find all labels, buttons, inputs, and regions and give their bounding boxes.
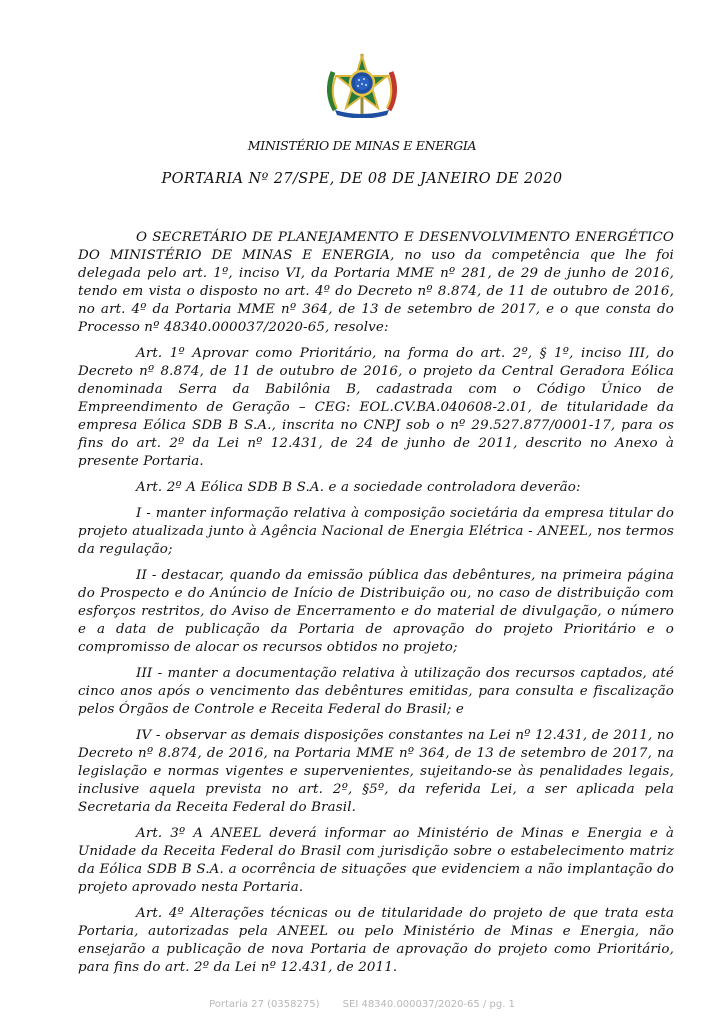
article-2-item-2: II - destacar, quando da emissão pública das debêntures, na primeira página do Prospecto e do Anúncio de Início de Distribuição ou, no caso de distribuição com esforços restritos, do Aviso de Encerramento e do material de divulgação, o número e a data de publicação da Portaria de aprovação do projeto Prioritário e o compromisso de alocar os recursos obtidos no projeto; — [78, 568, 674, 655]
article-4-paragraph: Art. 4º Alterações técnicas ou de titularidade do projeto de que trata esta Portaria, autorizadas pela ANEEL ou pelo Ministério de Minas e Energia, não ensejarão a publicação de nova Portaria de aprovação do projeto como Prioritário, para fins do art. 2º da Lei nº 12.431, de 2011. — [78, 906, 674, 975]
preamble-paragraph: O SECRETÁRIO DE PLANEJAMENTO E DESENVOLVIMENTO ENERGÉTICO DO MINISTÉRIO DE MINAS E ENERGIA, no uso da competência que lhe foi delegada pelo art. 1º, inciso VI, da Portaria MME nº 281, de 29 de junho de 2016, tendo em vista o disposto no art. 4º do Decreto nº 8.874, de 11 de outubro de 2016, no art. 4º da Portaria MME nº 364, de 13 de setembro de 2017, e o que consta do Processo nº 48340.000037/2020-65, resolve: — [78, 230, 674, 335]
footer-document-reference: Portaria 27 (0358275) — [209, 999, 320, 1010]
article-2-item-3: III - manter a documentação relativa à utilização dos recursos captados, até cinco anos após o vencimento das debêntures emitidas, para consulta e fiscalização pelos Órgãos de Controle e Receita Federal do Brasil; e — [78, 666, 674, 717]
document-body — [78, 229, 674, 985]
article-2-paragraph: Art. 2º A Eólica SDB B S.A. e a sociedade controladora deverão: — [136, 480, 581, 495]
article-2-item-4: IV - observar as demais disposições constantes na Lei nº 12.431, de 2011, no Decreto nº 8.874, de 2016, na Portaria MME nº 364, de 13 de setembro de 2017, na legislação e normas vigentes e supervenientes, sujeitando-se às penalidades legais, inclusive aquela prevista no art. 2º, §5º, da referida Lei, a ser aplicada pela Secretaria da Receita Federal do Brasil. — [78, 728, 674, 815]
brazil-coat-of-arms-icon — [321, 52, 403, 118]
article-1-paragraph: Art. 1º Aprovar como Prioritário, na forma do art. 2º, § 1º, inciso III, do Decreto nº 8.874, de 11 de outubro de 2016, o projeto da Central Geradora Eólica denominada Serra da Babilônia B, cadastrada com o Código Único de Empreendimento de Geração – CEG: EOL.CV.BA.040608-2.01, de titularidade da empresa Eólica SDB B S.A., inscrita no CNPJ sob o nº 29.527.877/0001-17, para os fins do art. 2º da Lei nº 12.431, de 24 de junho de 2011, descrito no Anexo à presente Portaria. — [78, 346, 674, 469]
article-3-paragraph: Art. 3º A ANEEL deverá informar ao Ministério de Minas e Energia e à Unidade da Receita Federal do Brasil com jurisdição sobre o estabelecimento matriz da Eólica SDB B S.A. a ocorrência de situações que evidenciem a não implantação do projeto aprovado nesta Portaria. — [78, 826, 674, 895]
document-title: PORTARIA Nº 27/SPE, DE 08 DE JANEIRO DE 2020 — [161, 171, 563, 187]
article-2-item-1: I - manter informação relativa à composição societária da empresa titular do projeto atualizada junto à Agência Nacional de Energia Elétrica - ANEEL, nos termos da regulação; — [78, 506, 674, 557]
ministry-heading: MINISTÉRIO DE MINAS E ENERGIA — [247, 138, 477, 153]
footer-process-reference: SEI 48340.000037/2020-65 / pg. 1 — [342, 999, 515, 1010]
page-footer — [0, 999, 724, 1010]
